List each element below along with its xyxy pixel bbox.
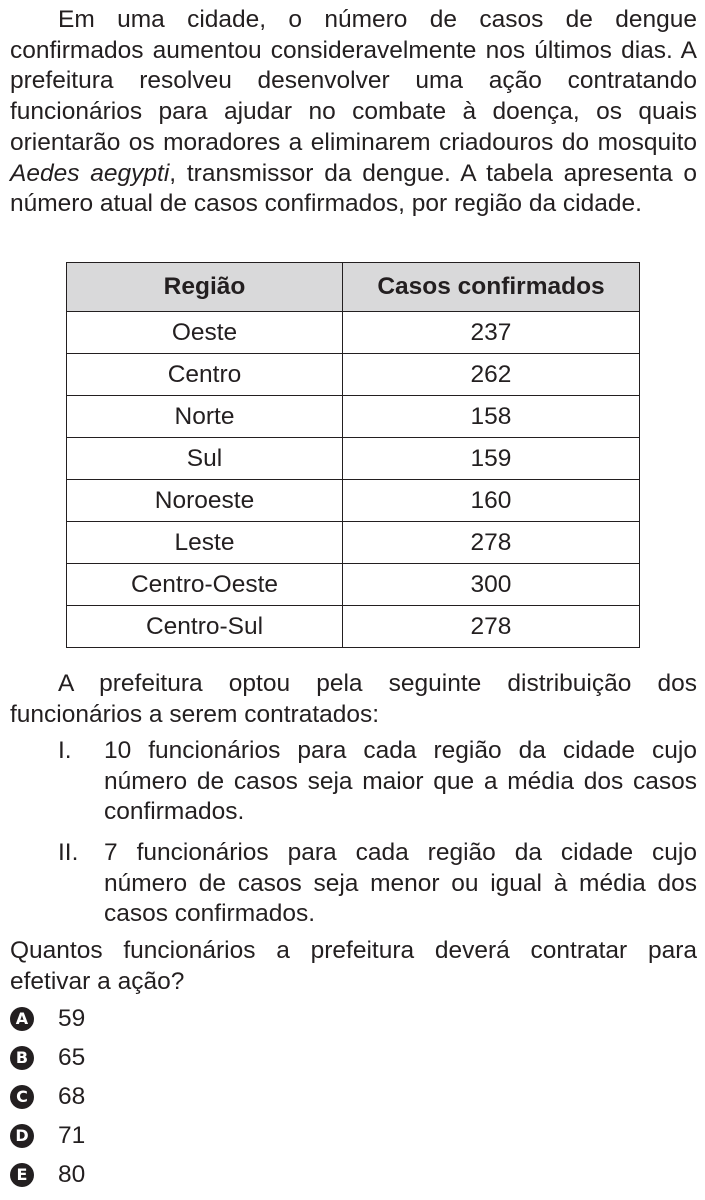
intro-text-part1: Em uma cidade, o número de casos de dengue confirmados aumentou consideravelmente nos últimos dias. A prefeitura resolveu desenvolver uma ação contratando funcionários para ajudar no combate à doença, os quais orientarão os moradores a eliminarem criadouros do mosquito <box>10 6 697 156</box>
option-letter-badge: C <box>10 1085 34 1109</box>
table-row <box>67 606 640 648</box>
table-row <box>67 354 640 396</box>
table-row <box>67 312 640 354</box>
table-row <box>67 522 640 564</box>
cases-cell: 159 <box>343 438 640 480</box>
cases-cell: 300 <box>343 564 640 606</box>
distribution-paragraph <box>10 668 697 730</box>
option-letter-badge: B <box>10 1046 34 1070</box>
intro-species-name: Aedes aegypti <box>10 159 170 187</box>
region-cell: Norte <box>67 396 343 438</box>
option-letter-badge: A <box>10 1007 34 1031</box>
cases-cell: 278 <box>343 606 640 648</box>
question-text: Quantos funcionários a prefeitura deverá contratar para efetivar a ação? <box>10 937 697 995</box>
cases-cell: 160 <box>343 480 640 522</box>
intro-text-part2: , transmissor da dengue. A tabela apresenta o número atual de casos confirmados, por região da cidade. <box>10 159 697 218</box>
distribution-text: A prefeitura optou pela seguinte distribuição dos funcionários a serem contratados: <box>10 670 697 728</box>
region-cell: Oeste <box>67 312 343 354</box>
cases-cell: 158 <box>343 396 640 438</box>
region-cell: Noroeste <box>67 480 343 522</box>
table-row <box>67 396 640 438</box>
table-row <box>67 564 640 606</box>
option-value: 71 <box>58 1122 86 1149</box>
item-number: I. <box>58 737 72 764</box>
region-cell: Sul <box>67 438 343 480</box>
option-value: 59 <box>58 1005 86 1032</box>
table-header-row <box>67 263 640 312</box>
header-region: Região <box>67 263 343 312</box>
option-letter-badge: E <box>10 1163 34 1187</box>
option-value: 80 <box>58 1161 86 1188</box>
item-text: 10 funcionários para cada região da cidade cujo número de casos seja maior que a média dos casos confirmados. <box>104 737 697 825</box>
intro-paragraph <box>10 5 697 220</box>
option-value: 65 <box>58 1044 86 1071</box>
cases-cell: 237 <box>343 312 640 354</box>
item-number: II. <box>58 839 79 866</box>
table-row <box>67 480 640 522</box>
region-cell: Leste <box>67 522 343 564</box>
region-cell: Centro-Sul <box>67 606 343 648</box>
region-cell: Centro <box>67 354 343 396</box>
table-row <box>67 438 640 480</box>
option-letter-badge: D <box>10 1124 34 1148</box>
option-value: 68 <box>58 1083 86 1110</box>
item-text: 7 funcionários para cada região da cidade cujo número de casos seja menor ou igual à média dos casos confirmados. <box>104 839 697 927</box>
cases-cell: 278 <box>343 522 640 564</box>
cases-cell: 262 <box>343 354 640 396</box>
cases-table <box>66 262 640 648</box>
header-cases: Casos confirmados <box>343 263 640 312</box>
region-cell: Centro-Oeste <box>67 564 343 606</box>
